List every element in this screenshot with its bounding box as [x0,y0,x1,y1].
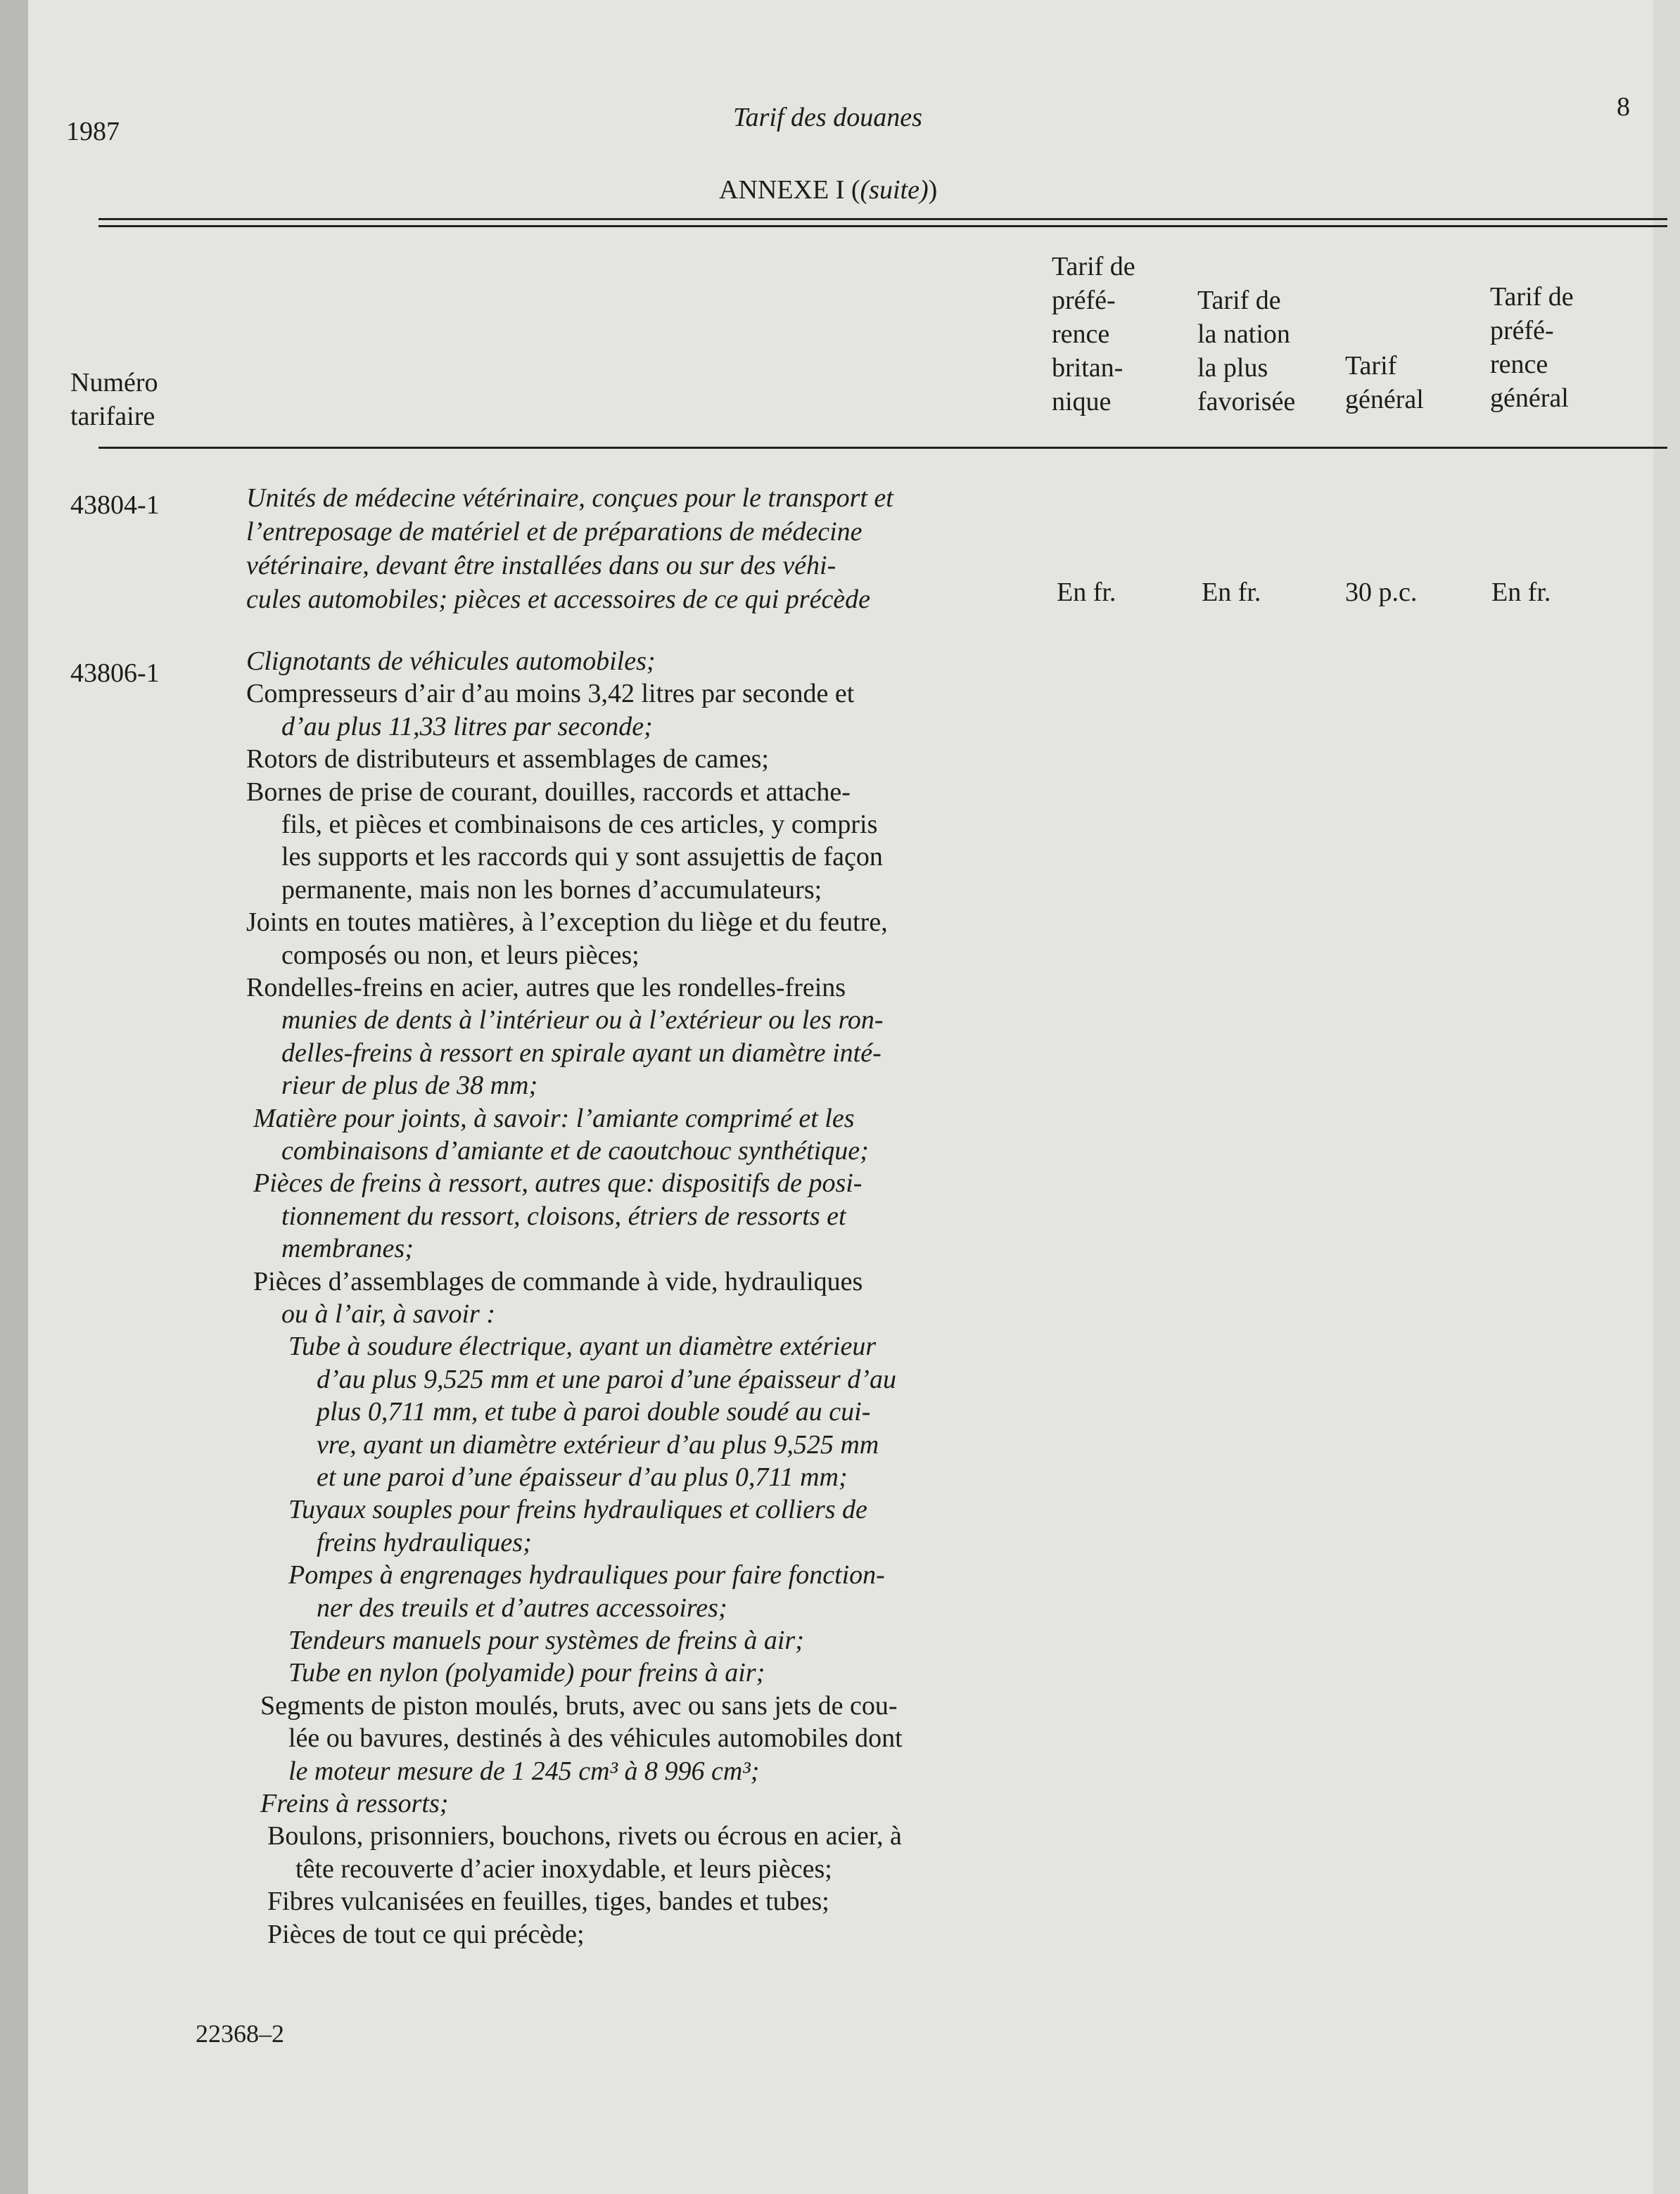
rate-pref-general: En fr. [1491,578,1551,607]
item-text-line: freins hydrauliques; [317,1528,532,1557]
item-text-line: composés ou non, et leurs pièces; [281,940,639,970]
tariff-number: 43806-1 [70,658,160,688]
annex-label: ANNEXE I [719,175,845,205]
item-text-line: Clignotants de véhicules automobiles; [246,646,656,676]
item-text-line: vétérinaire, devant être installées dans ou sur des véhi- [246,551,836,580]
annex-suffix: (suite) [860,175,929,205]
item-text-line: permanente, mais non les bornes d’accumulateurs; [281,875,822,905]
item-text-line: Fibres vulcanisées en feuilles, tiges, bandes et tubes; [267,1887,829,1916]
col-head-numero: Numéro tarifaire [70,368,158,431]
col-head-general: Tarif général [1345,351,1424,414]
page-title: Tarif des douanes [733,103,922,132]
item-text-line: Pièces d’assemblages de commande à vide, hydrauliques [253,1267,863,1296]
item-text-line: Pompes à engrenages hydrauliques pour faire fonction- [288,1560,885,1590]
item-text-line: combinaisons d’amiante et de caoutchouc synthétique; [281,1136,869,1166]
rate-britannique: En fr. [1057,578,1116,607]
item-text-line: delles-freins à ressort en spirale ayant un diamètre inté- [281,1038,882,1068]
item-text-line: rieur de plus de 38 mm; [281,1071,538,1100]
item-text-line: membranes; [281,1234,414,1263]
col-head-pref-general: Tarif de préfé- rence général [1490,282,1574,413]
item-text-line: Pièces de freins à ressort, autres que: dispositifs de posi- [253,1168,863,1198]
annex-heading: ANNEXE I ((suite)) [719,175,938,205]
page-binding-edge [0,0,28,2194]
rate-nation: En fr. [1202,578,1261,607]
item-text-line: Matière pour joints, à savoir: l’amiante comprimé et les [253,1104,855,1133]
item-text-line: munies de dents à l’intérieur ou à l’extérieur ou les ron- [281,1005,884,1035]
table-header-rule [98,447,1667,449]
item-text-line: Tendeurs manuels pour systèmes de freins à air; [288,1626,804,1655]
item-text-line: tionnement du ressort, cloisons, étriers de ressorts et [281,1201,846,1231]
item-text-line: Compresseurs d’air d’au moins 3,42 litres par seconde et [246,679,855,708]
col-head-nation: Tarif de la nation la plus favorisée [1197,286,1296,416]
year: 1987 [66,117,120,146]
item-text-line: Freins à ressorts; [260,1789,449,1818]
item-text-line: Segments de piston moulés, bruts, avec ou sans jets de cou- [260,1691,898,1721]
rate-general: 30 p.c. [1345,578,1418,607]
document-page [28,0,1653,2194]
item-text-line: le moteur mesure de 1 245 cm³ à 8 996 cm³; [288,1756,760,1786]
item-text-line: Unités de médecine vétérinaire, conçues pour le transport et [246,483,893,513]
item-text-line: Boulons, prisonniers, bouchons, rivets ou écrous en acier, à [267,1821,902,1851]
item-text-line: Bornes de prise de courant, douilles, raccords et attache- [246,777,851,807]
item-text-line: Rondelles-freins en acier, autres que les rondelles-freins [246,973,846,1002]
col-head-britannique: Tarif de préfé- rence britan- nique [1052,252,1135,416]
item-text-line: cules automobiles; pièces et accessoires de ce qui précède [246,585,871,614]
tariff-number: 43804-1 [70,490,160,520]
item-text-line: lée ou bavures, destinés à des véhicules automobiles dont [288,1723,903,1753]
item-text-line: ner des treuils et d’autres accessoires; [317,1593,727,1623]
table-top-rule [98,218,1667,220]
item-text-line: les supports et les raccords qui y sont assujettis de façon [281,842,883,872]
page-number: 8 [1617,92,1630,122]
item-text-line: vre, ayant un diamètre extérieur d’au plus 9,525 mm [317,1430,879,1460]
item-text-line: fils, et pièces et combinaisons de ces articles, y compris [281,810,878,839]
item-text-line: tête recouverte d’acier inoxydable, et leurs pièces; [295,1854,832,1884]
table-top-rule-2 [98,225,1667,227]
item-text-line: Tuyaux souples pour freins hydrauliques et colliers de [288,1495,867,1524]
print-code: 22368–2 [196,2020,284,2048]
item-text-line: l’entreposage de matériel et de préparations de médecine [246,517,863,547]
item-text-line: d’au plus 9,525 mm et une paroi d’une épaisseur d’au [317,1365,896,1394]
item-text-line: plus 0,711 mm, et tube à paroi double soudé au cui- [317,1397,871,1427]
item-text-line: Tube en nylon (polyamide) pour freins à air; [288,1658,765,1688]
item-text-line: et une paroi d’une épaisseur d’au plus 0,711 mm; [317,1462,848,1492]
item-text-line: Pièces de tout ce qui précède; [267,1920,585,1949]
item-text-line: Rotors de distributeurs et assemblages de cames; [246,744,769,774]
item-text-line: Joints en toutes matières, à l’exception du liège et du feutre, [246,907,888,937]
item-text-line: ou à l’air, à savoir : [281,1299,495,1329]
item-text-line: Tube à soudure électrique, ayant un diamètre extérieur [288,1332,877,1361]
item-text-line: d’au plus 11,33 litres par seconde; [281,712,653,741]
